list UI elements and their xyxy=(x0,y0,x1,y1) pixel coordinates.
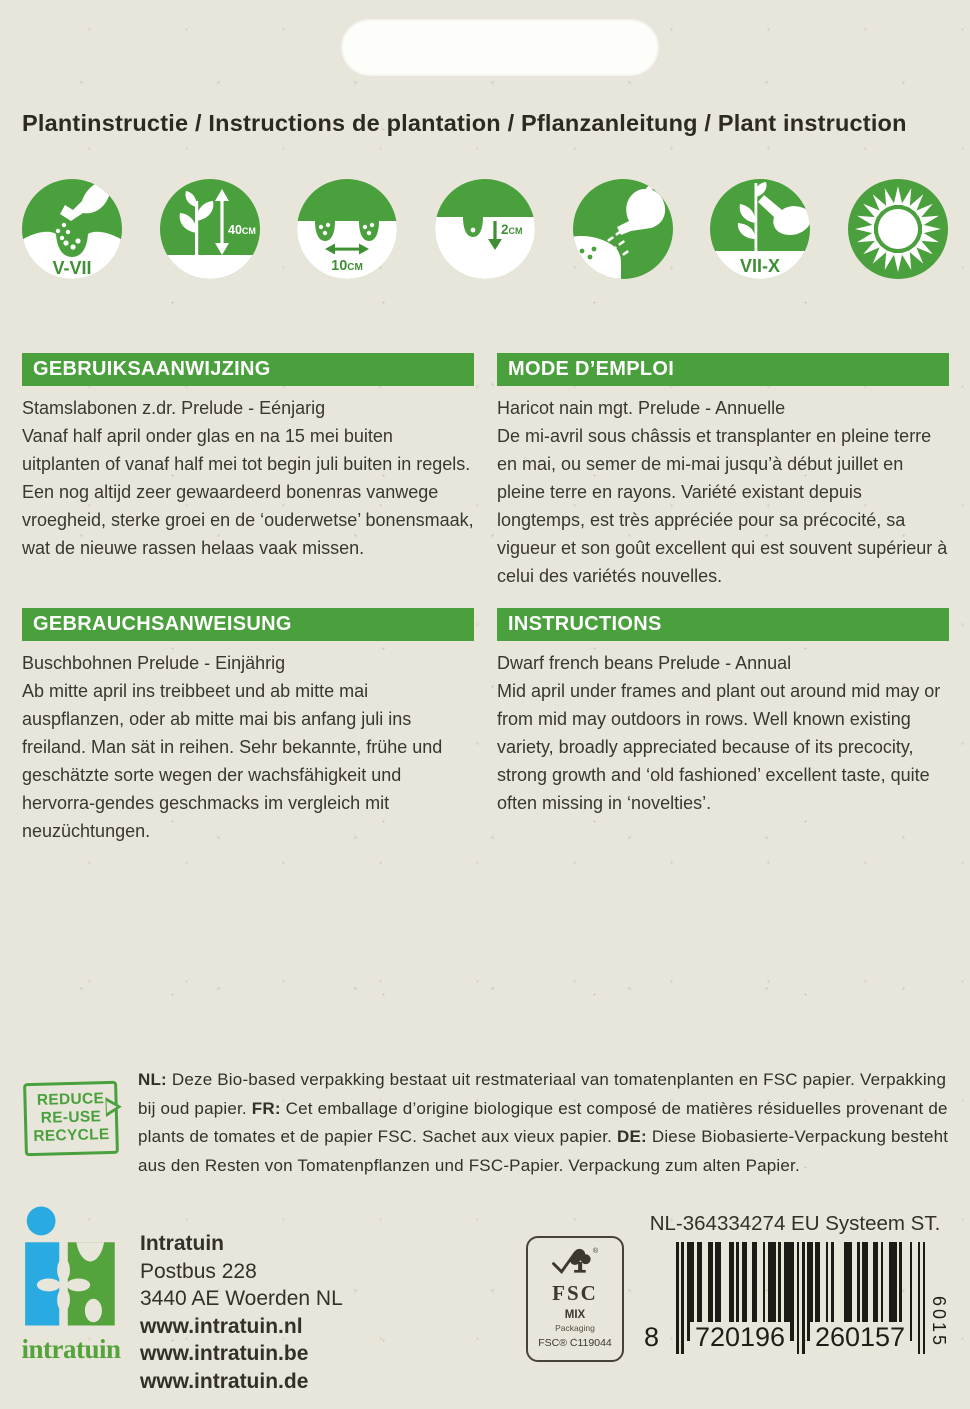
sowing-hand-icon xyxy=(20,177,124,281)
section-french xyxy=(497,353,949,590)
section-dutch xyxy=(22,353,474,562)
barcode-digit-group: 260157 xyxy=(810,1322,910,1352)
recycle-badge xyxy=(23,1081,119,1156)
section-header: MODE D’EMPLOI xyxy=(497,353,949,386)
recycle-badge-line: REDUCE xyxy=(36,1090,105,1109)
row-spacing-label: 10cm xyxy=(331,258,364,274)
section-body: Vanaf half april onder glas en na 15 mei buiten uitplanten of vanaf half mei tot begin juli buiten in regels. Een nog altijd zeer gewaardeerd bonenras vanwege vroegheid, sterke groei en de ‘ouderwetse’ bonensmaak, wat de nieuwe rassen helaas vaak missen. xyxy=(22,426,474,558)
hang-hole xyxy=(341,19,659,76)
intratuin-wordmark: intratuin xyxy=(21,1334,121,1364)
barcode-label: NL-364334274 EU Systeem ST. xyxy=(649,1212,941,1235)
fsc-certification-box xyxy=(526,1236,624,1362)
fsc-acronym: FSC xyxy=(552,1281,598,1305)
section-body: Mid april under frames and plant out around mid may or from mid may outdoors in rows. Well known existing variety, broadly appreciated because of its precocity, strong growth and ‘old fashioned’ excellent taste, quite often missing in ‘novelties’. xyxy=(497,681,941,813)
section-body: Ab mitte april ins treibbeet und ab mitte mai auspflanzen, oder ab mitte mai bis anfang juli ins freiland. Man sät in reihen. Sehr bekannte, frühe und geschätzte sorte wegen der wachsfähigkeit und hervorra-gendes geschmacks im vergleich mit neuzüchtungen. xyxy=(22,681,443,841)
sun-icon xyxy=(846,177,950,281)
watering-icon xyxy=(571,177,675,281)
section-body: De mi-avril sous châssis et transplanter en pleine terre en mai, ou semer de mi-mai jusqu’à début juillet en pleine terre en rayons. Variété existant depuis longtemps, est très appréciée pour sa précocité, sa vigueur et son goût excellent qui est souvent supérieur à celui des variétés nouvelles. xyxy=(497,426,948,586)
fsc-tree-check-icon xyxy=(547,1244,603,1278)
sowing-depth-icon xyxy=(433,177,537,281)
website-nl: www.intratuin.nl xyxy=(140,1314,303,1338)
row-spacing-icon xyxy=(295,177,399,281)
intratuin-logo xyxy=(12,1206,130,1334)
company-name: Intratuin xyxy=(140,1232,224,1255)
barcode-digit-first: 8 xyxy=(644,1322,660,1352)
recycle-badge-line: RECYCLE xyxy=(33,1126,110,1145)
section-german xyxy=(22,608,474,845)
section-subtitle: Buschbohnen Prelude - Einjährig xyxy=(22,653,286,673)
address-line: Postbus 228 xyxy=(140,1259,257,1283)
company-address-block xyxy=(140,1230,343,1395)
address-line: 3440 AE Woerden NL xyxy=(140,1287,343,1310)
section-header: GEBRAUCHSANWEISUNG xyxy=(22,608,474,641)
section-subtitle: Stamslabonen z.dr. Prelude - Eénjarig xyxy=(22,398,326,418)
sowing-period-label: V-VII xyxy=(52,258,92,278)
recycle-badge-line: RE-USE xyxy=(40,1108,102,1127)
section-header: INSTRUCTIONS xyxy=(497,608,949,641)
harvest-period-label: VII-X xyxy=(740,256,781,276)
eco-note-text: NL: Deze Bio-based verpakking bestaat uit restmateriaal van tomatenplanten en FSC papier. Verpakking bij oud papier. FR: Cet emballage d’origine biologique est composé de matières résiduelles provenant de plants de tomates et de papier FSC. Sachet aux vieux papier. DE: Diese Biobasierte-Verpackung besteht aus den Resten von Tomatenpflanzen und FSC-Papier. Verpackung zum alten Papier. xyxy=(138,1070,949,1175)
section-subtitle: Haricot nain mgt. Prelude - Annuelle xyxy=(497,398,786,418)
section-english xyxy=(497,608,949,817)
fsc-license-code: FSC® C119044 xyxy=(538,1337,612,1349)
section-header: GEBRUIKSAANWIJZING xyxy=(22,353,474,386)
side-number: 6015 xyxy=(929,1296,949,1349)
barcode-digit-group: 720196 xyxy=(690,1322,790,1352)
fsc-label: MIX xyxy=(564,1309,586,1321)
svg-text:®: ® xyxy=(592,1246,599,1255)
section-subtitle: Dwarf french beans Prelude - Annual xyxy=(497,653,792,673)
plant-height-label: 40cm xyxy=(227,223,256,237)
plant-height-icon xyxy=(158,177,262,281)
fsc-sublabel: Packaging xyxy=(555,1323,595,1333)
planting-icons-row xyxy=(20,174,950,284)
page-title: Plantinstructie / Instructions de plantation / Pflanzanleitung / Plant instruction xyxy=(22,110,907,136)
harvest-hand-icon xyxy=(708,177,812,281)
website-be: www.intratuin.be xyxy=(140,1342,309,1365)
website-de: www.intratuin.de xyxy=(140,1369,309,1393)
sowing-depth-label: 2cm xyxy=(500,222,523,237)
